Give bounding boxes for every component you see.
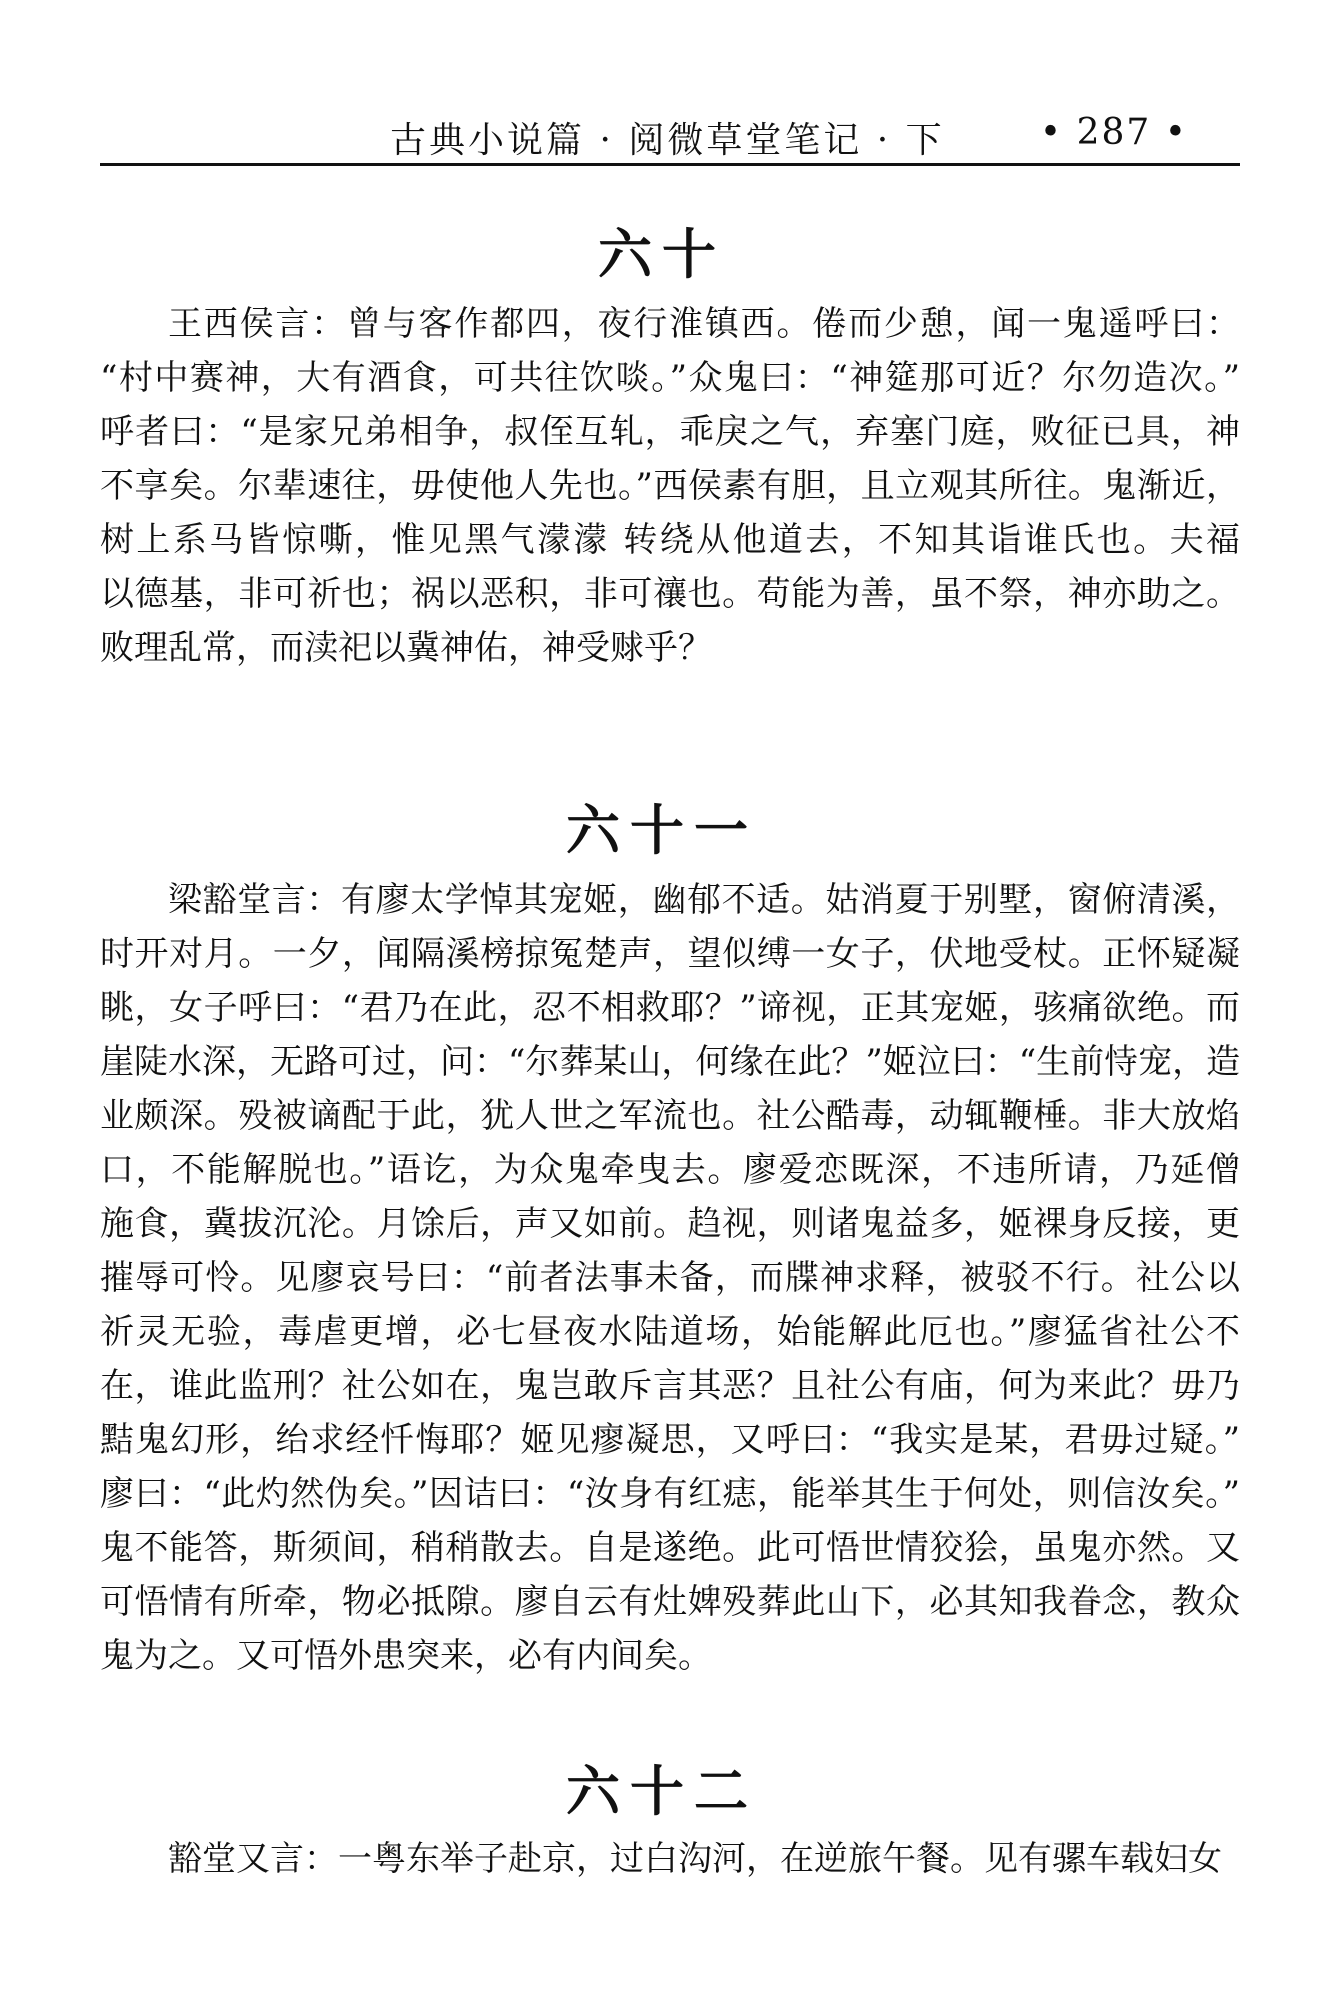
- text-line: 黠鬼幻形，绐求经忏悔耶？姬见瘳凝思，又呼曰：“我实是某，君毋过疑。”: [100, 1420, 1240, 1460]
- text-line: 施食，冀拔沉沦。月馀后，声又如前。趋视，则诸鬼益多，姬裸身反接，更: [100, 1204, 1240, 1244]
- page-number: • 287 •: [1039, 112, 1188, 153]
- text-line: “村中赛神，大有酒食，可共往饮啖。”众鬼曰：“神筵那可近？尔勿造次。”: [100, 358, 1240, 398]
- chapter-heading-61: 六十一: [566, 799, 758, 862]
- header-rule: [100, 163, 1240, 166]
- text-line: 可悟情有所牵，物必抵隙。廖自云有灶婢殁葬此山下，必其知我眷念，教众: [100, 1582, 1240, 1622]
- text-line: 呼者曰：“是家兄弟相争，叔侄互轧，乖戾之气，弃塞门庭，败征已具，神: [100, 412, 1240, 452]
- chapter-heading-60: 六十: [598, 223, 726, 286]
- paragraph-62: [100, 1832, 1240, 1886]
- text-line: 时开对月。一夕，闻隔溪榜掠冤楚声，望似缚一女子，伏地受杖。正怀疑凝: [100, 934, 1240, 974]
- paragraph-61: [100, 873, 1240, 1683]
- chapter-heading-62: 六十二: [566, 1760, 758, 1823]
- running-header: [100, 108, 1240, 166]
- text-line: 眺，女子呼曰：“君乃在此，忍不相救耶？”谛视，正其宠姬，骇痛欲绝。而: [100, 988, 1240, 1028]
- text-line: 祈灵无验，毒虐更增，必七昼夜水陆道场，始能解此厄也。”廖猛省社公不: [100, 1312, 1240, 1352]
- text-line: 王西侯言：曾与客作都四，夜行淮镇西。倦而少憩，闻一鬼遥呼曰：: [168, 304, 1240, 344]
- text-line: 在，谁此监刑？社公如在，鬼岂敢斥言其恶？且社公有庙，何为来此？毋乃: [100, 1366, 1240, 1406]
- text-line: 崖陡水深，无路可过，问：“尔葬某山，何缘在此？”姬泣曰：“生前恃宠，造: [100, 1042, 1241, 1082]
- text-line: 鬼为之。又可悟外患突来，必有内间矣。: [100, 1636, 712, 1676]
- text-line: 树上系马皆惊嘶，惟见黑气濛濛 转绕从他道去，不知其诣谁氏也。夫福: [100, 520, 1240, 560]
- running-title: 古典小说篇 · 阅微草堂笔记 · 下: [390, 120, 945, 161]
- text-line: 梁豁堂言：有廖太学悼其宠姬，幽郁不适。姑消夏于别墅，窗俯清溪，: [168, 880, 1240, 920]
- text-line: 豁堂又言：一粤东举子赴京，过白沟河，在逆旅午餐。见有骡车载妇女: [168, 1839, 1222, 1879]
- text-line: 摧辱可怜。见廖哀号曰：“前者法事未备，而牒神求释，被驳不行。社公以: [100, 1258, 1240, 1298]
- paragraph-60: [100, 297, 1240, 675]
- text-line: 败理乱常，而渎祀以冀神佑，神受赇乎？: [100, 628, 712, 668]
- text-line: 不享矣。尔辈速往，毋使他人先也。”西侯素有胆，且立观其所往。鬼渐近，: [100, 466, 1240, 506]
- text-line: 廖曰：“此灼然伪矣。”因诘曰：“汝身有红痣，能举其生于何处，则信汝矣。”: [100, 1474, 1240, 1514]
- text-line: 业颇深。殁被谪配于此，犹人世之军流也。社公酷毒，动辄鞭棰。非大放焰: [100, 1096, 1240, 1136]
- text-line: 鬼不能答，斯须间，稍稍散去。自是遂绝。此可悟世情狡狯，虽鬼亦然。又: [100, 1528, 1240, 1568]
- text-line: 以德基，非可祈也；祸以恶积，非可禳也。苟能为善，虽不祭，神亦助之。: [100, 574, 1240, 614]
- text-line: 口，不能解脱也。”语讫，为众鬼牵曳去。廖爱恋既深，不违所请，乃延僧: [100, 1150, 1240, 1190]
